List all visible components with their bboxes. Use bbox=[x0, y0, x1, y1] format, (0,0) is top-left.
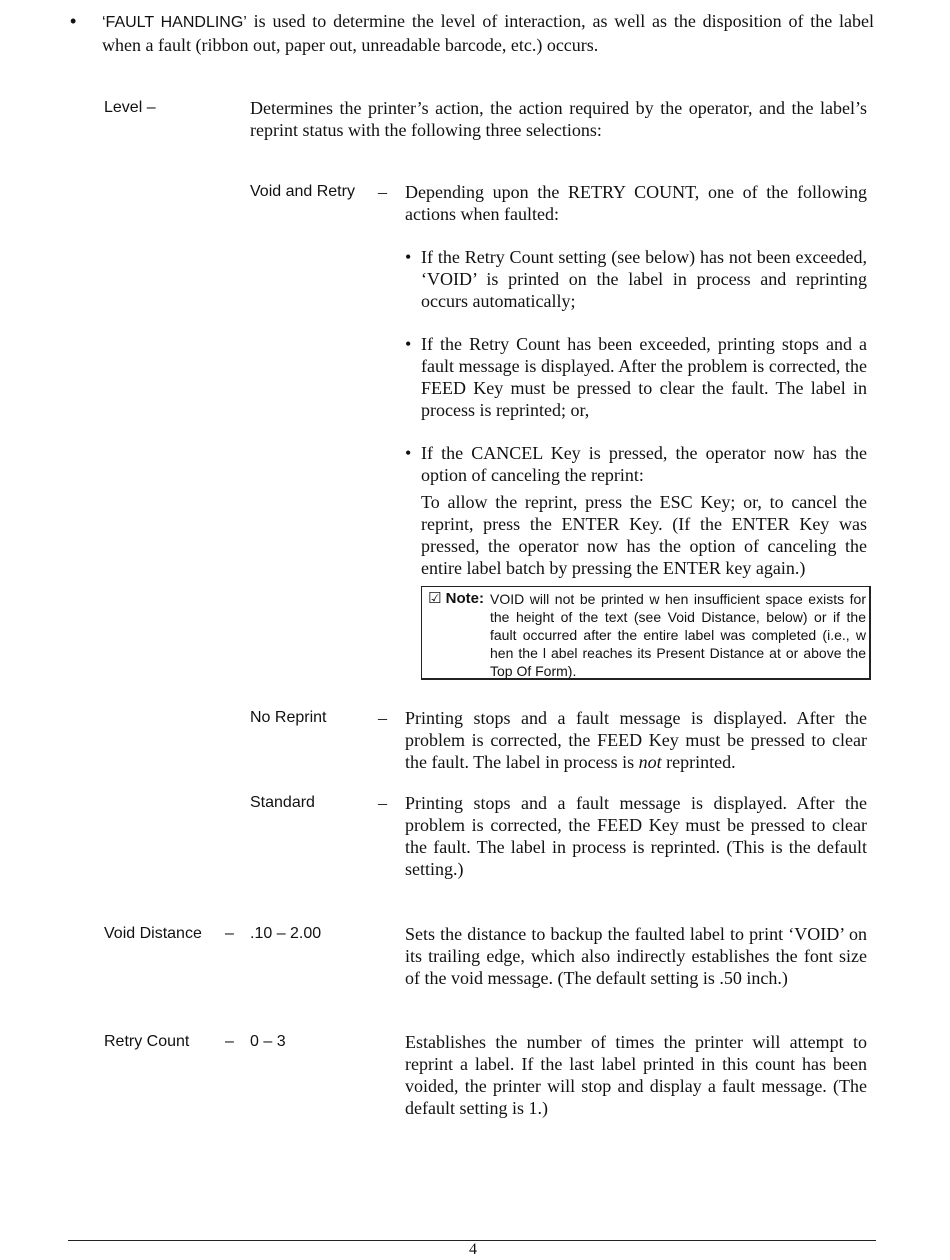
bullet-dot: • bbox=[405, 334, 412, 354]
intro-bullet: • bbox=[70, 11, 77, 31]
note-box bbox=[421, 586, 871, 680]
bullet-text: If the CANCEL Key is pressed, the operator now has the option of canceling the reprint: bbox=[421, 443, 867, 485]
void-retry-bullet-3 bbox=[405, 442, 867, 486]
fault-handling-term: ‘FAULT HANDLING’ bbox=[102, 14, 247, 31]
bullet-text: If the Retry Count setting (see below) has not been exceeded, ‘VOID’ is printed on the label in process and reprinting occurs automatically; bbox=[421, 247, 867, 311]
level-label: Level – bbox=[104, 99, 156, 116]
void-retry-bullet-2 bbox=[405, 333, 867, 421]
retry-count-range: 0 – 3 bbox=[250, 1033, 286, 1050]
bullet-text: If the Retry Count has been exceeded, printing stops and a fault message is displayed. After the problem is corrected, the FEED Key must be pressed to clear the fault. The label in process is reprinted; or, bbox=[421, 334, 867, 420]
void-retry-description: Depending upon the RETRY COUNT, one of the following actions when faulted: bbox=[405, 182, 867, 224]
void-distance-label: Void Distance bbox=[104, 925, 202, 942]
retry-count-dash: – bbox=[225, 1033, 234, 1050]
no-reprint-text-before: Printing stops and a fault message is displayed. After the problem is corrected, the FEED Key must be pressed to clear the fault. The label in process is bbox=[405, 708, 867, 772]
note-label: Note: bbox=[445, 590, 484, 607]
cancel-detail-paragraph: To allow the reprint, press the ESC Key; or, to cancel the reprint, press the ENTER Key. (If the ENTER Key was pressed, the operator now has the option of canceling the entire label batch by pressing the ENTER key again.) bbox=[421, 492, 867, 578]
standard-description: Printing stops and a fault message is displayed. After the problem is corrected, the FEED Key must be pressed to clear the fault. The label in process is reprinted. (This is the default setting.) bbox=[405, 793, 867, 879]
checkbox-icon: ☑ bbox=[428, 590, 442, 607]
no-reprint-dash: – bbox=[378, 708, 387, 728]
note-text: VOID will not be printed w hen insufficient space exists for the height of the text (see Void Distance, below) or if the fault occurred after the entire label was completed (i.e., w hen the l abel reaches its Present Distance at or above the Top Of Form). bbox=[490, 591, 866, 679]
void-retry-bullet-1 bbox=[405, 246, 867, 312]
void-distance-range: .10 – 2.00 bbox=[250, 925, 322, 942]
void-retry-dash: – bbox=[378, 182, 387, 202]
no-reprint-emphasis: not bbox=[638, 752, 662, 772]
void-retry-label: Void and Retry bbox=[250, 183, 355, 200]
bullet-dot: • bbox=[405, 247, 412, 267]
intro-text: is used to determine the level of interaction, as well as the disposition of the label when a fault (ribbon out, paper out, unreadable barcode, etc.) occurs. bbox=[102, 11, 875, 55]
intro-paragraph bbox=[102, 10, 874, 56]
page-number: 4 bbox=[469, 1241, 477, 1258]
bullet-dot: • bbox=[405, 443, 412, 463]
standard-label: Standard bbox=[250, 794, 315, 811]
no-reprint-text-after: reprinted. bbox=[661, 752, 736, 772]
retry-count-description: Establishes the number of times the printer will attempt to reprint a label. If the last label printed in this count has been voided, the printer will stop and display a fault message. (The default setting is 1.) bbox=[405, 1032, 867, 1118]
no-reprint-description bbox=[405, 707, 867, 773]
retry-count-label: Retry Count bbox=[104, 1033, 190, 1050]
no-reprint-label: No Reprint bbox=[250, 709, 327, 726]
void-distance-description: Sets the distance to backup the faulted label to print ‘VOID’ on its trailing edge, which also indirectly establishes the font size of the void message. (The default setting is .50 inch.) bbox=[405, 924, 867, 988]
void-distance-dash: – bbox=[225, 925, 234, 942]
note-heading bbox=[428, 590, 484, 608]
standard-dash: – bbox=[378, 793, 387, 813]
level-description: Determines the printer’s action, the action required by the operator, and the label’s reprint status with the following three selections: bbox=[250, 98, 867, 140]
